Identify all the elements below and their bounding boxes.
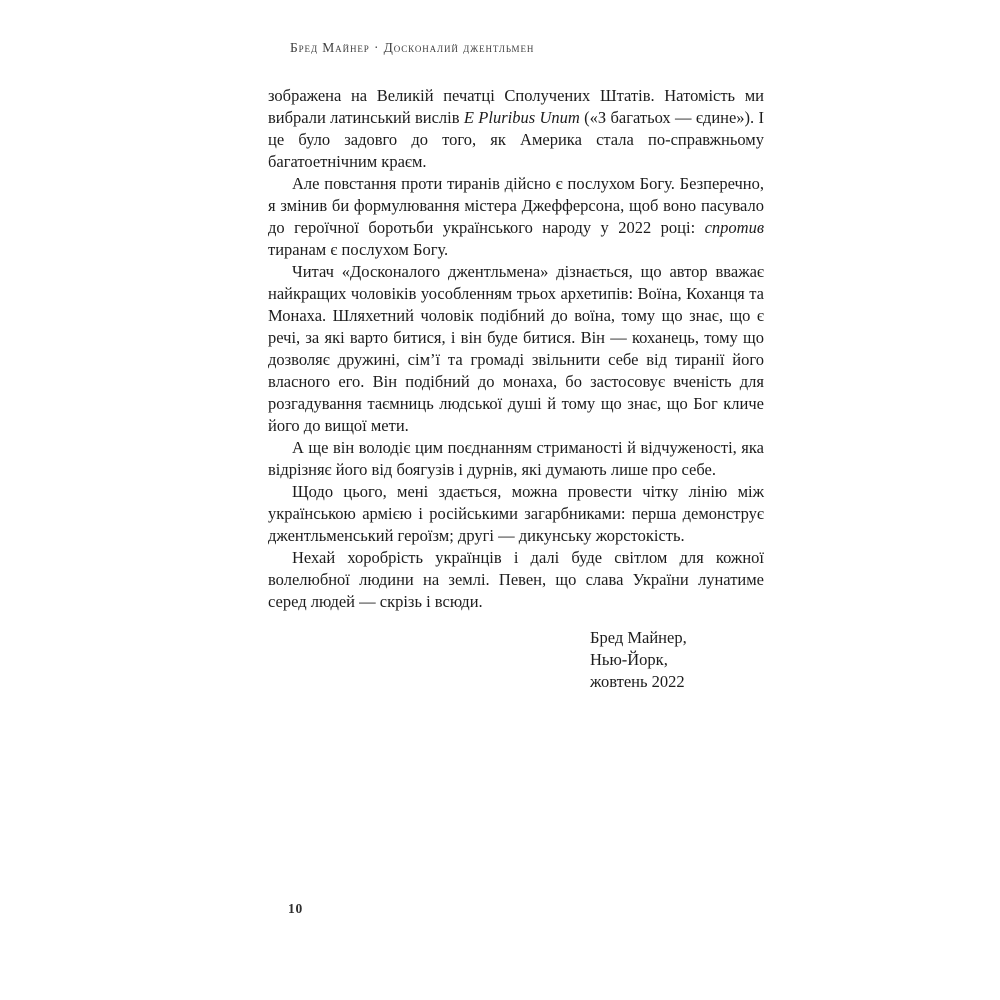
signature-line: Нью-Йорк, <box>590 650 668 669</box>
text-segment: А ще він володіє цим поєднанням стриманості й відчуженості, яка відрізняє його від боягузів і дурнів, які думають лише про себе. <box>268 438 764 479</box>
signature-block <box>590 627 687 693</box>
paragraph <box>268 85 764 173</box>
italic-text-segment: спротив <box>704 218 764 237</box>
paragraph <box>268 481 764 547</box>
paragraph <box>268 437 764 481</box>
text-segment: Щодо цього, мені здається, можна провести чітку лінію між українською армією і російськими загарбниками: перша демонструє джентльменський героїзм; другі — дикунську жорстокість. <box>268 482 764 545</box>
page-number: 10 <box>288 901 304 916</box>
text-segment: Читач «Досконалого джентльмена» дізнається, що автор вважає найкращих чоловіків уособленням трьох архетипів: Воїна, Коханця та Монаха. Шляхетний чоловік подібний до воїна, тому що знає, що є речі, за які варто битися, і він буде битися. Він — коханець, тому що дозволяє дружині, сім’ї та громаді звільнити себе від тиранії його власного его. Він подібний до монаха, бо застосовує вченість для розгадування таємниць людської душі й тому що знає, що Бог кличе його до вищої мети. <box>268 262 764 435</box>
paragraph <box>268 173 764 261</box>
paragraph <box>268 261 764 437</box>
running-header: Бред Майнер · Досконалий джентльмен <box>290 40 535 55</box>
signature-line: жовтень 2022 <box>590 672 685 691</box>
text-segment: тиранам є послухом Богу. <box>268 240 449 259</box>
paragraph <box>268 547 764 613</box>
italic-text-segment: E Pluribus Unum <box>463 108 580 127</box>
body-text <box>268 85 764 613</box>
text-segment: зображена на Великій печатці Сполучених Штатів. Натомість ми вибрали латинський вислів <box>268 86 764 127</box>
book-page <box>268 0 764 1000</box>
text-segment: Але повстання проти тиранів дійсно є послухом Богу. Безперечно, я змінив би формулювання містера Джефферсона, щоб воно пасувало до героїчної боротьби українського народу у 2022 році: <box>268 174 764 237</box>
signature-line: Бред Майнер, <box>590 628 687 647</box>
text-segment: («З багатьох — єдине»). І це було задовго до того, як Америка стала по-справжньому багатоетнічним краєм. <box>268 108 764 171</box>
text-segment: Нехай хоробрість українців і далі буде світлом для кожної волелюбної людини на землі. Певен, що слава України лунатиме серед людей — скрізь і всюди. <box>268 548 764 611</box>
